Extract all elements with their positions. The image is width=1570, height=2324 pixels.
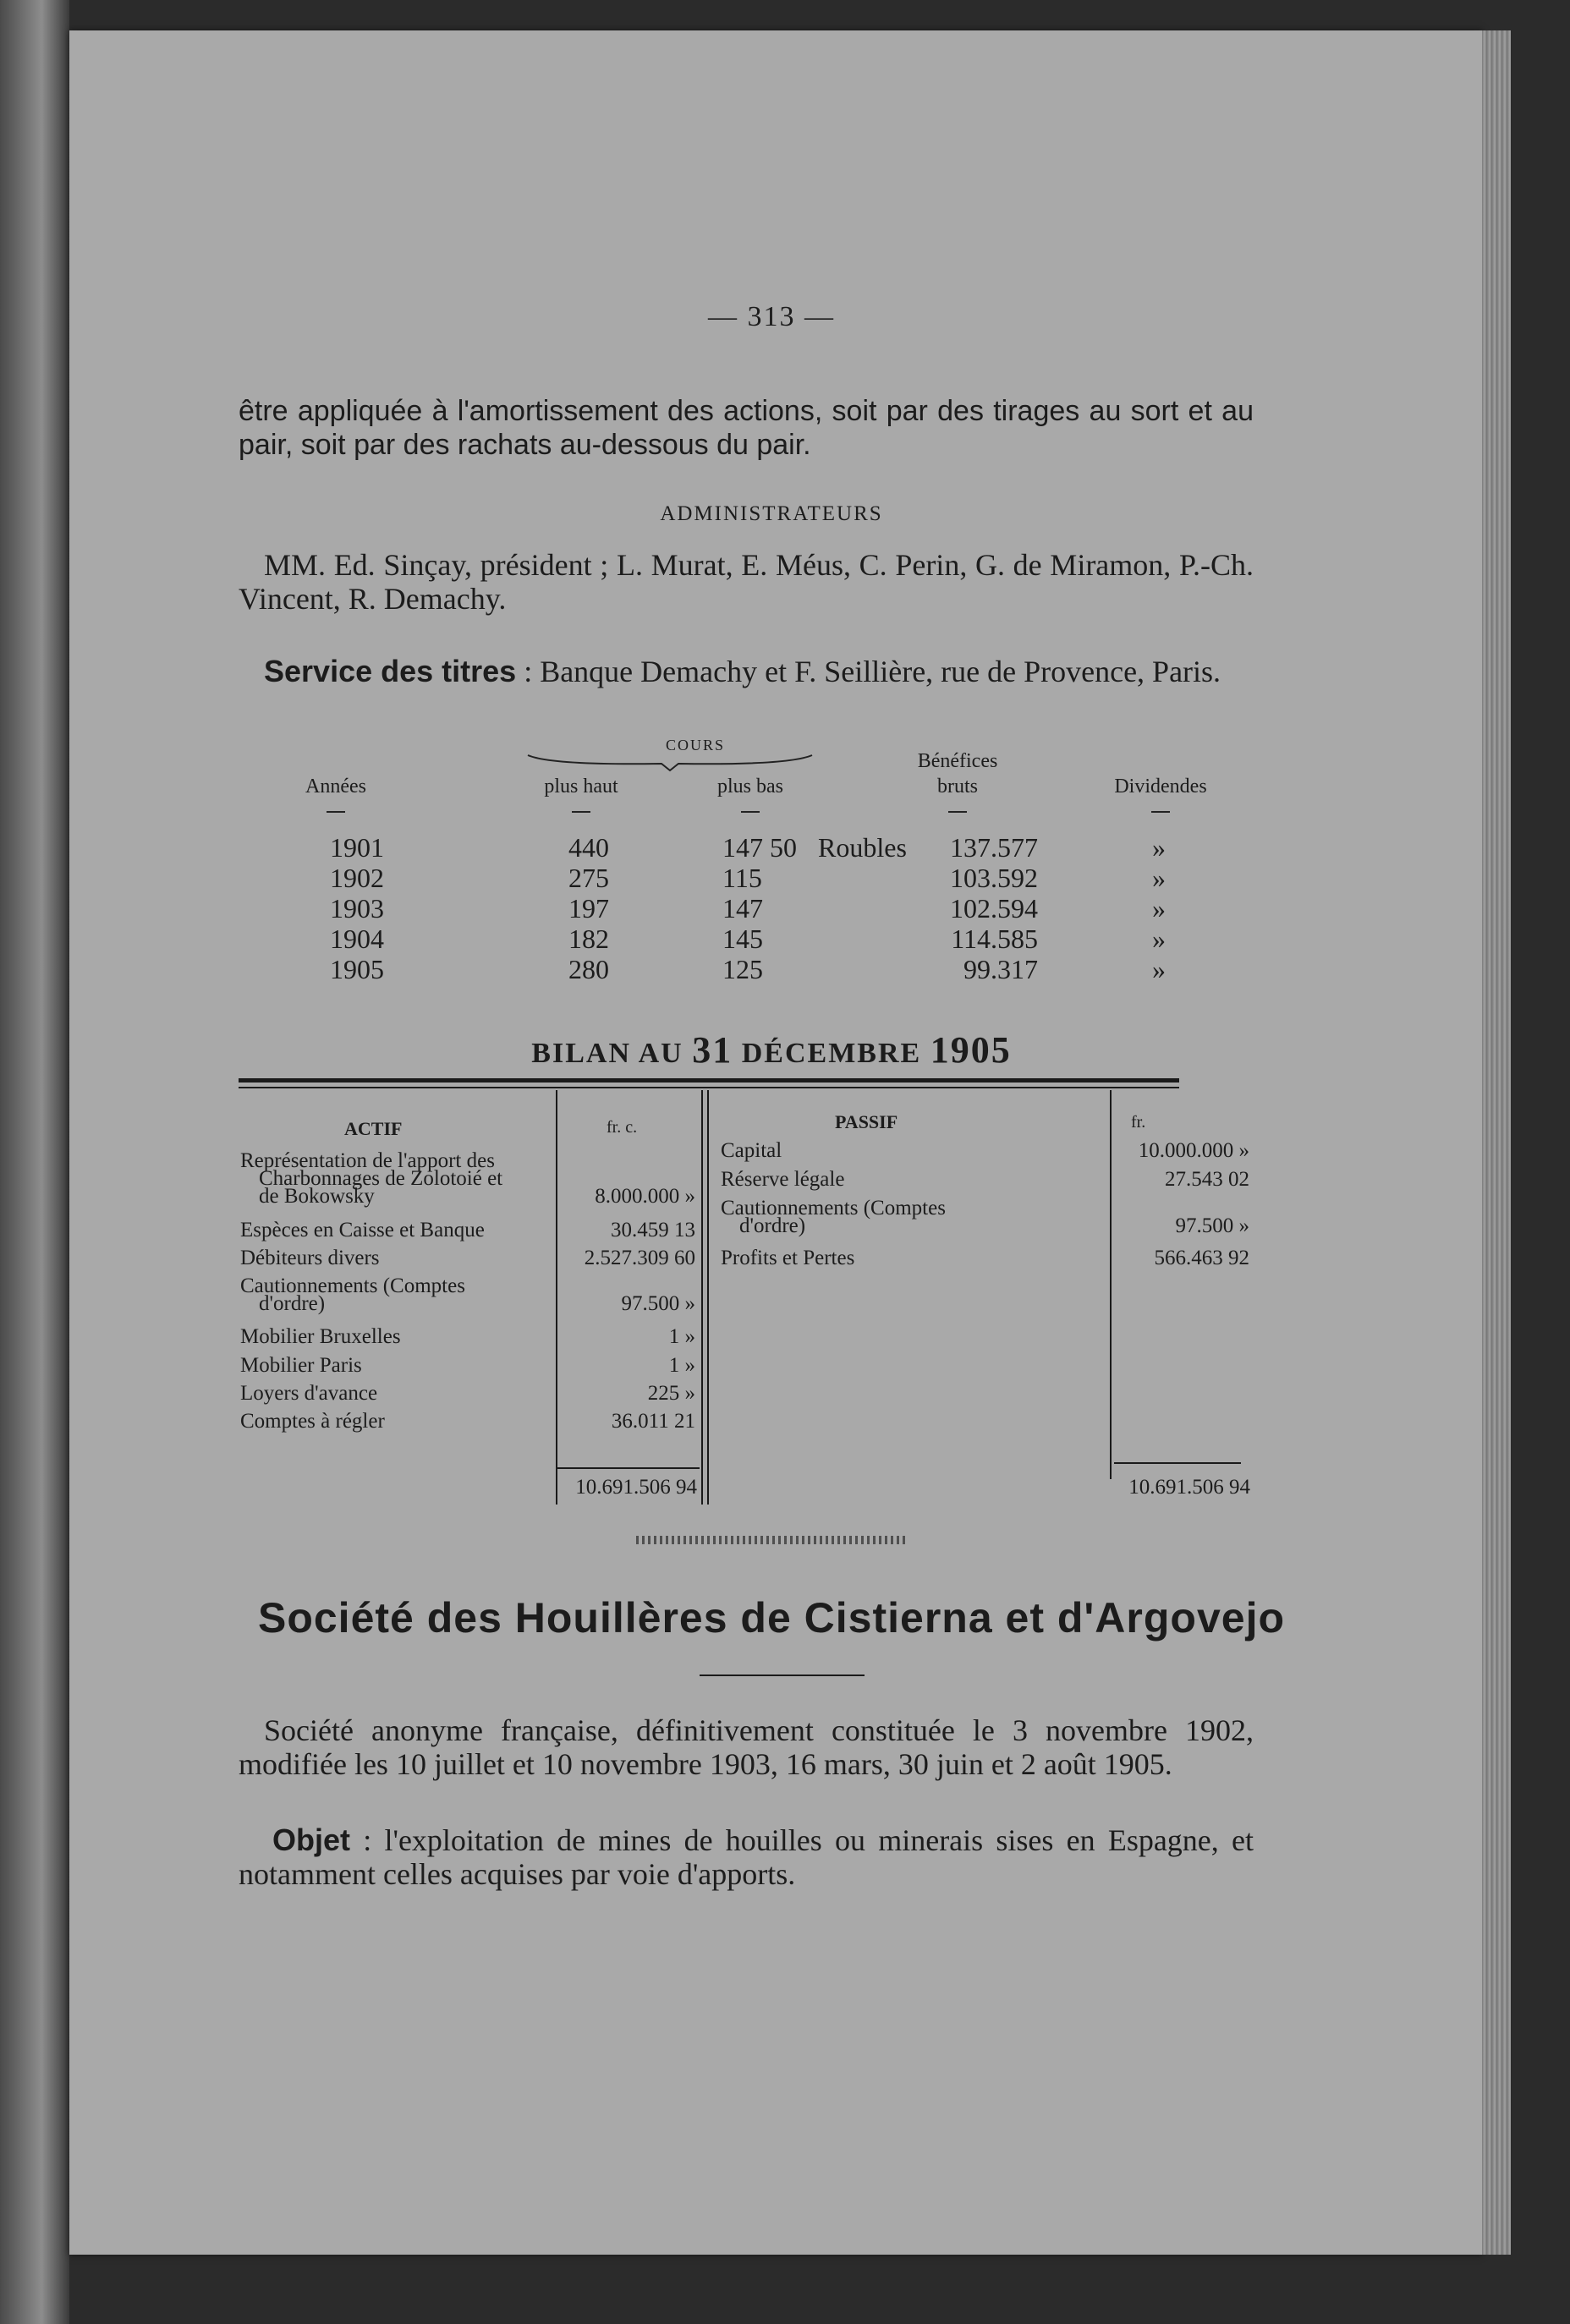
company-title-rule — [700, 1674, 865, 1676]
dividendes-cell: » — [1152, 954, 1166, 984]
passif-item-label: Cautionnements (Comptes — [721, 1197, 946, 1220]
benefices-cell: 102.594 — [950, 893, 1038, 924]
benefices-cell: 103.592 — [950, 863, 1038, 893]
cours-row — [239, 832, 1296, 863]
dividendes-header: Dividendes — [1114, 776, 1207, 798]
administrators-heading: ADMINISTRATEURS — [660, 502, 883, 525]
benefices-header-2: bruts — [937, 776, 978, 798]
bilan-top-rule — [239, 1078, 1179, 1083]
header-dash — [741, 811, 760, 813]
cours-brace — [526, 754, 814, 772]
bilan-title-day: 31 — [692, 1029, 733, 1071]
header-dash — [327, 811, 345, 813]
passif-item-amount: 10.000.000 » — [1138, 1139, 1249, 1162]
actif-item-amount: 8.000.000 » — [595, 1185, 695, 1208]
cours-row — [239, 863, 1296, 893]
actif-item-amount: 2.527.309 60 — [584, 1247, 695, 1269]
passif-item-amount: 27.543 02 — [1165, 1168, 1249, 1191]
annees-header: Années — [305, 776, 366, 798]
dividendes-cell: » — [1152, 863, 1166, 893]
actif-item-label: Débiteurs divers — [240, 1247, 380, 1269]
section-ornament — [636, 1536, 907, 1544]
plus-haut-header: plus haut — [544, 776, 618, 798]
passif-total: 10.691.506 94 — [1128, 1476, 1250, 1499]
intro-paragraph: être appliquée à l'amortissement des actions, soit par des tirages au sort et au pair, soit par des rachats au-dessous du pair. — [239, 395, 1254, 461]
unit-cell: Roubles — [818, 832, 907, 863]
annee-cell: 1905 — [330, 954, 384, 984]
passif-unit: fr. — [1131, 1113, 1146, 1132]
cours-row — [239, 954, 1296, 984]
dividendes-cell: » — [1152, 832, 1166, 863]
plus-bas-cell: 125 — [722, 954, 763, 984]
service-paragraph — [239, 655, 1254, 688]
actif-unit: fr. c. — [607, 1118, 638, 1137]
passif-item-label: d'ordre) — [739, 1214, 806, 1237]
service-text: : Banque Demachy et F. Seillière, rue de Provence, Paris. — [516, 655, 1221, 688]
center-divider-1 — [701, 1090, 703, 1505]
cours-group-header: COURS — [665, 737, 726, 754]
actif-item-amount: 1 » — [668, 1354, 695, 1377]
bilan-title-year: 1905 — [930, 1029, 1012, 1071]
plus-bas-header: plus bas — [717, 776, 783, 798]
actif-item-amount: 97.500 » — [621, 1292, 695, 1315]
benefices-header-1: Bénéfices — [917, 750, 998, 772]
actif-header: ACTIF — [344, 1118, 403, 1139]
service-label: Service des titres — [264, 654, 517, 688]
plus-bas-cell: 145 — [722, 924, 763, 954]
actif-item-amount: 36.011 21 — [611, 1410, 695, 1433]
bilan-table — [239, 1075, 1304, 1506]
plus-bas-cell: 115 — [722, 863, 762, 893]
cours-row — [239, 893, 1296, 924]
plus-bas-cell: 147 50 — [722, 832, 797, 863]
header-dash — [572, 811, 590, 813]
passif-item-label: Réserve légale — [721, 1168, 845, 1191]
actif-item-amount: 225 » — [647, 1382, 695, 1405]
actif-item-label: Comptes à régler — [240, 1410, 385, 1433]
passif-item-label: Profits et Pertes — [721, 1247, 855, 1269]
actif-item-amount: 30.459 13 — [611, 1219, 695, 1241]
dividendes-cell: » — [1152, 893, 1166, 924]
objet-text: : l'exploitation de mines de houilles ou minerais sises en Espagne, et notamment celles acquises par voie d'apports. — [239, 1823, 1254, 1891]
annee-cell: 1903 — [330, 893, 384, 924]
cours-table — [239, 737, 1296, 990]
bilan-title-prefix: BILAN AU — [531, 1038, 683, 1069]
actif-item-label: Représentation de l'apport des — [240, 1149, 495, 1172]
plus-haut-cell: 197 — [568, 893, 609, 924]
bilan-top-rule-thin — [239, 1087, 1179, 1088]
bilan-title-month: DÉCEMBRE — [741, 1038, 922, 1069]
actif-item-label: Espèces en Caisse et Banque — [240, 1219, 485, 1241]
plus-haut-cell: 440 — [568, 832, 609, 863]
passif-item-amount: 97.500 » — [1175, 1214, 1249, 1237]
passif-item-label: Capital — [721, 1139, 782, 1162]
page-stack-edge — [1482, 30, 1511, 2255]
benefices-cell: 99.317 — [963, 954, 1038, 984]
bilan-title — [239, 1028, 1304, 1072]
company-paragraph: Société anonyme française, définitivement constituée le 3 novembre 1902, modifiée les 10 juillet et 10 novembre 1903, 16 mars, 30 juin et 2 août 1905. — [239, 1713, 1254, 1781]
actif-amount-divider — [556, 1090, 557, 1505]
center-divider-2 — [707, 1090, 709, 1505]
passif-total-rule — [1114, 1462, 1241, 1464]
passif-amount-divider — [1110, 1090, 1112, 1479]
company-title: Société des Houillères de Cistierna et d'Argovejo — [257, 1594, 1285, 1642]
header-dash — [1151, 811, 1170, 813]
actif-item-label: Mobilier Paris — [240, 1354, 362, 1377]
plus-haut-cell: 182 — [568, 924, 609, 954]
actif-item-label: de Bokowsky — [259, 1185, 375, 1208]
administrators-text: MM. Ed. Sinçay, président ; L. Murat, E. Méus, C. Perin, G. de Miramon, P.-Ch. Vincent, R. Demachy. — [239, 548, 1254, 616]
actif-item-label: Cautionnements (Comptes — [240, 1274, 465, 1297]
plus-bas-cell: 147 — [722, 893, 763, 924]
passif-item-amount: 566.463 92 — [1154, 1247, 1249, 1269]
benefices-cell: 137.577 — [950, 832, 1038, 863]
annee-cell: 1902 — [330, 863, 384, 893]
actif-item-label: Mobilier Bruxelles — [240, 1325, 401, 1348]
plus-haut-cell: 275 — [568, 863, 609, 893]
book-page — [69, 30, 1482, 2255]
actif-item-amount: 1 » — [668, 1325, 695, 1348]
passif-header: PASSIF — [835, 1111, 898, 1132]
annee-cell: 1901 — [330, 832, 384, 863]
actif-total-rule — [557, 1467, 700, 1469]
objet-label: Objet — [272, 1822, 351, 1857]
benefices-cell: 114.585 — [951, 924, 1038, 954]
cours-row — [239, 924, 1296, 954]
actif-total: 10.691.506 94 — [575, 1476, 697, 1499]
actif-item-label: Charbonnages de Zolotoié et — [259, 1167, 503, 1190]
objet-paragraph — [239, 1823, 1254, 1891]
adjacent-page-strip — [0, 0, 69, 2324]
annee-cell: 1904 — [330, 924, 384, 954]
dividendes-cell: » — [1152, 924, 1166, 954]
actif-item-label: d'ordre) — [259, 1292, 326, 1315]
page-number: — 313 — — [708, 301, 835, 332]
plus-haut-cell: 280 — [568, 954, 609, 984]
header-dash — [948, 811, 967, 813]
actif-item-label: Loyers d'avance — [240, 1382, 378, 1405]
